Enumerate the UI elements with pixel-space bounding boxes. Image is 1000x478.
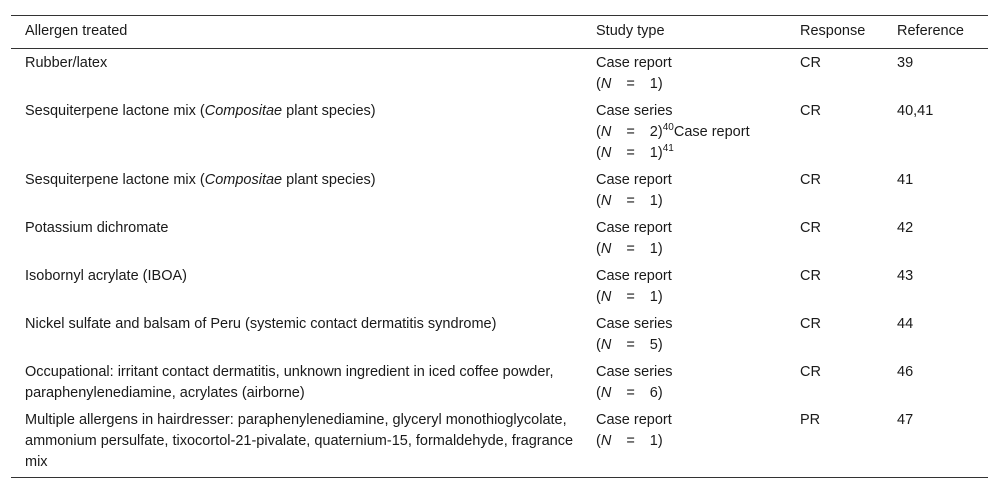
allergen-text: Sesquiterpene lactone mix (	[25, 103, 205, 119]
study-type-text: Case report	[596, 55, 672, 71]
reference-cell: 44	[897, 316, 914, 332]
study-type-cell: Case series (N = 5)	[596, 316, 673, 353]
response-cell: CR	[800, 172, 821, 188]
response-cell: CR	[800, 364, 821, 380]
response-cell: CR	[800, 268, 821, 284]
response-cell: PR	[800, 412, 821, 428]
allergen-text-suffix: plant species)	[282, 172, 376, 188]
table-row	[11, 407, 988, 478]
allergen-table-container	[11, 15, 988, 478]
allergen-text: Sesquiterpene lactone mix (	[25, 172, 205, 188]
citation-superscript-second: 41	[662, 143, 674, 155]
allergen-text: Isobornyl acrylate (IBOA)	[25, 268, 187, 284]
study-type-cell: Case series (N = 2)$^{40}$Case report (N = 1)$^{41}$	[596, 103, 750, 161]
sample-size: 1	[649, 289, 658, 305]
allergen-italic-text: Compositae	[204, 172, 283, 188]
allergen-cell	[11, 98, 582, 167]
study-type-text-second: Case report	[673, 124, 750, 140]
reference-cell: 42	[897, 220, 914, 236]
response-cell: CR	[800, 220, 821, 236]
table-row	[11, 167, 988, 215]
study-type-text: Case series	[596, 316, 673, 332]
table-body	[11, 49, 988, 478]
citation-superscript: 40	[662, 122, 674, 134]
reference-cell: 39	[897, 55, 914, 71]
study-type-cell: Case series (N = 6)	[596, 364, 673, 401]
table-row	[11, 49, 988, 99]
study-type-cell: Case report (N = 1)	[596, 268, 672, 305]
study-type-text: Case report	[596, 268, 672, 284]
table-row	[11, 215, 988, 263]
allergen-cell	[11, 263, 582, 311]
allergen-italic-text: Compositae	[204, 103, 283, 119]
study-type-text: Case series	[596, 103, 673, 119]
sample-size: 1	[649, 241, 658, 257]
allergen-table	[11, 15, 988, 478]
header-reference: Reference	[897, 23, 964, 39]
reference-cell: 43	[897, 268, 914, 284]
study-type-text: Case report	[596, 412, 672, 428]
study-type-text: Case series	[596, 364, 673, 380]
header-response: Response	[800, 23, 866, 39]
response-cell: CR	[800, 316, 821, 332]
sample-size: 1	[649, 76, 658, 92]
sample-size-second: 1	[649, 145, 658, 161]
header-allergen-treated: Allergen treated	[25, 23, 128, 39]
reference-cell: 40,41	[897, 103, 934, 119]
study-type-text: Case report	[596, 220, 672, 236]
response-cell: CR	[800, 55, 821, 71]
table-row	[11, 263, 988, 311]
sample-size: 6	[649, 385, 658, 401]
reference-cell: 47	[897, 412, 914, 428]
allergen-cell	[11, 215, 582, 263]
sample-size: 5	[649, 337, 658, 353]
table-row	[11, 359, 988, 407]
allergen-text-suffix: plant species)	[282, 103, 376, 119]
table-row	[11, 311, 988, 359]
reference-cell: 41	[897, 172, 914, 188]
header-row	[11, 16, 988, 49]
header-study-type: Study type	[596, 23, 665, 39]
sample-size: 1	[649, 433, 658, 449]
response-cell: CR	[800, 103, 821, 119]
study-type-text: Case report	[596, 172, 672, 188]
study-type-cell: Case report (N = 1)	[596, 220, 672, 257]
allergen-text: Multiple allergens in hairdresser: paraphenylenediamine, glyceryl monothioglycolate, ammonium persulfate, tixocortol-21-pivalate, quaternium-15, formaldehyde, fragrance mix	[25, 412, 574, 470]
allergen-text: Nickel sulfate and balsam of Peru (systemic contact dermatitis syndrome)	[25, 316, 497, 332]
allergen-text: Occupational: irritant contact dermatitis, unknown ingredient in iced coffee powder, paraphenylenediamine, acrylates (airborne)	[25, 364, 554, 401]
allergen-cell	[11, 167, 582, 215]
allergen-cell	[11, 311, 582, 359]
sample-size: 1	[649, 193, 658, 209]
sample-size: 2	[649, 124, 658, 140]
allergen-cell	[11, 49, 582, 99]
allergen-cell	[11, 407, 582, 478]
allergen-text: Rubber/latex	[25, 55, 108, 71]
second-study: Case report (N = 1)$^{41}$	[596, 124, 750, 161]
study-type-cell: Case report (N = 1)	[596, 172, 672, 209]
table-header	[11, 16, 988, 49]
study-type-cell: Case report (N = 1)	[596, 55, 672, 92]
allergen-cell	[11, 359, 582, 407]
study-type-cell: Case report (N = 1)	[596, 412, 672, 449]
allergen-text: Potassium dichromate	[25, 220, 169, 236]
table-row	[11, 98, 988, 167]
reference-cell: 46	[897, 364, 914, 380]
